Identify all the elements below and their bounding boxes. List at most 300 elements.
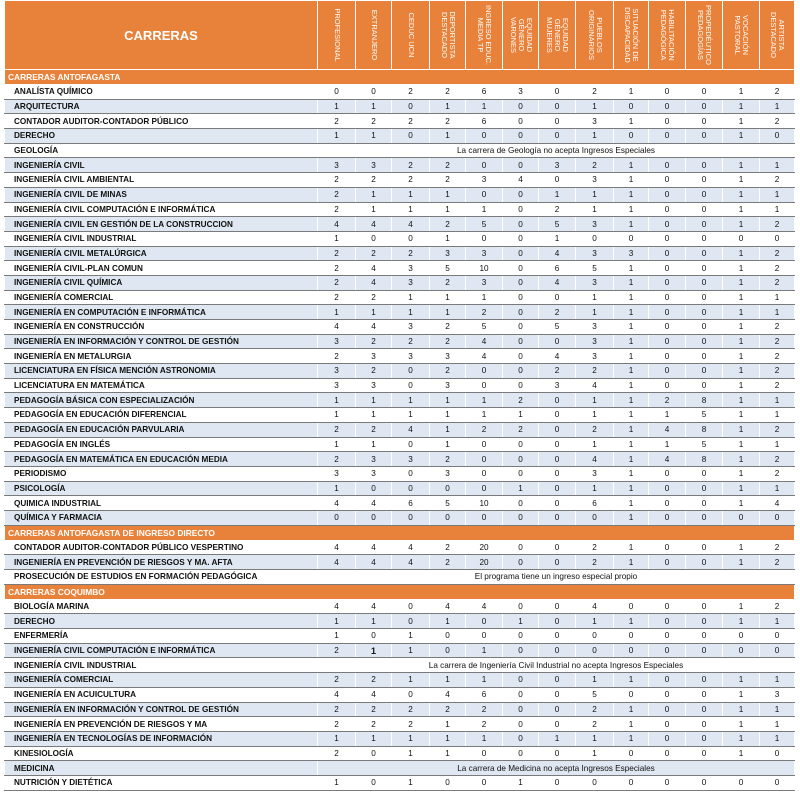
quota-cell: 2 — [503, 422, 539, 437]
quota-cell: 0 — [686, 378, 723, 393]
career-name-cell: INGENIERÍA CIVIL-PLAN COMUN — [5, 261, 318, 276]
quota-cell: 4 — [356, 555, 392, 570]
quota-cell: 0 — [430, 510, 466, 525]
quota-cell: 4 — [466, 334, 503, 349]
quota-cell: 0 — [503, 496, 539, 511]
quota-cell: 1 — [723, 334, 760, 349]
quota-cell: 1 — [430, 290, 466, 305]
quota-cell: 1 — [318, 629, 356, 644]
quota-cell: 1 — [723, 187, 760, 202]
quota-cell: 1 — [576, 305, 614, 320]
column-header-label: DEPORTISTA DESTACADO — [439, 11, 457, 59]
table-row — [5, 173, 795, 188]
table-row — [5, 614, 795, 629]
quota-cell: 0 — [649, 481, 686, 496]
quota-cell: 1 — [356, 408, 392, 423]
quota-cell: 2 — [356, 173, 392, 188]
quota-cell: 1 — [614, 437, 649, 452]
quota-cell: 0 — [614, 643, 649, 658]
career-name-cell: QUIMICA INDUSTRIAL — [5, 496, 318, 511]
quota-cell: 1 — [466, 202, 503, 217]
quota-cell: 0 — [392, 481, 430, 496]
table-row — [5, 761, 795, 776]
table-row — [5, 158, 795, 173]
column-header-label: HABILITACIÓN PEDAGÓGICA — [659, 9, 676, 61]
quota-cell: 0 — [649, 305, 686, 320]
quota-cell: 1 — [723, 217, 760, 232]
table-row — [5, 643, 795, 658]
quota-cell: 0 — [392, 466, 430, 481]
quota-cell: 0 — [649, 114, 686, 129]
quota-cell: 2 — [760, 320, 795, 335]
quota-cell: 2 — [466, 422, 503, 437]
column-header — [686, 1, 723, 70]
quota-cell: 1 — [576, 129, 614, 144]
quota-cell: 0 — [686, 510, 723, 525]
special-admission-table — [4, 0, 795, 791]
quota-cell: 0 — [686, 85, 723, 100]
quota-cell: 1 — [614, 158, 649, 173]
quota-cell: 1 — [614, 261, 649, 276]
quota-cell: 1 — [723, 349, 760, 364]
quota-cell: 2 — [318, 717, 356, 732]
quota-cell: 1 — [466, 643, 503, 658]
quota-cell: 1 — [430, 231, 466, 246]
table-row — [5, 85, 795, 100]
quota-cell: 0 — [649, 555, 686, 570]
quota-cell: 0 — [503, 687, 539, 702]
career-name-cell: INGENIERÍA EN PREVENCIÓN DE RIESGOS Y MA — [5, 717, 318, 732]
quota-cell: 2 — [318, 246, 356, 261]
quota-cell: 1 — [318, 775, 356, 790]
quota-cell: 0 — [649, 687, 686, 702]
quota-cell: 1 — [576, 731, 614, 746]
column-header-label: EQUIDAD GÉNERO MUJERES — [545, 17, 570, 53]
table-row — [5, 408, 795, 423]
quota-cell: 0 — [649, 643, 686, 658]
quota-cell: 0 — [686, 673, 723, 688]
quota-cell: 0 — [539, 437, 576, 452]
quota-cell: 2 — [392, 702, 430, 717]
quota-cell: 1 — [760, 158, 795, 173]
table-row — [5, 510, 795, 525]
quota-cell: 0 — [392, 99, 430, 114]
quota-cell: 2 — [760, 599, 795, 614]
quota-cell: 0 — [466, 378, 503, 393]
quota-cell: 0 — [466, 158, 503, 173]
quota-cell: 5 — [686, 408, 723, 423]
quota-cell: 4 — [392, 217, 430, 232]
quota-cell: 3 — [392, 452, 430, 467]
table-row — [5, 599, 795, 614]
quota-cell: 0 — [760, 231, 795, 246]
quota-cell: 3 — [318, 466, 356, 481]
career-name-cell: INGENIERÍA CIVIL METALÚRGICA — [5, 246, 318, 261]
quota-cell: 1 — [430, 731, 466, 746]
quota-cell: 6 — [576, 496, 614, 511]
quota-cell: 1 — [614, 275, 649, 290]
quota-cell: 1 — [576, 202, 614, 217]
career-name-cell: NUTRICIÓN Y DIETÉTICA — [5, 775, 318, 790]
quota-cell: 0 — [539, 555, 576, 570]
quota-cell: 0 — [686, 555, 723, 570]
quota-cell: 0 — [686, 187, 723, 202]
table-row — [5, 129, 795, 144]
quota-cell: 0 — [649, 731, 686, 746]
quota-cell: 0 — [466, 437, 503, 452]
quota-cell: 0 — [614, 231, 649, 246]
quota-cell: 2 — [430, 540, 466, 555]
quota-cell: 1 — [723, 466, 760, 481]
career-name-cell: INGENIERÍA CIVIL QUÍMICA — [5, 275, 318, 290]
quota-cell: 0 — [466, 629, 503, 644]
quota-cell: 1 — [466, 99, 503, 114]
quota-cell: 2 — [430, 114, 466, 129]
quota-cell: 0 — [723, 775, 760, 790]
quota-cell: 1 — [723, 246, 760, 261]
quota-cell: 0 — [760, 643, 795, 658]
quota-cell: 0 — [686, 114, 723, 129]
quota-cell: 1 — [723, 129, 760, 144]
quota-cell: 5 — [430, 496, 466, 511]
career-name-cell: INGENIERÍA CIVIL DE MINAS — [5, 187, 318, 202]
quota-cell: 4 — [318, 320, 356, 335]
quota-cell: 2 — [318, 702, 356, 717]
quota-cell: 0 — [649, 629, 686, 644]
quota-cell: 0 — [503, 629, 539, 644]
quota-cell: 0 — [649, 202, 686, 217]
quota-cell: 1 — [356, 187, 392, 202]
quota-cell: 1 — [392, 643, 430, 658]
quota-cell: 2 — [392, 158, 430, 173]
table-row — [5, 481, 795, 496]
note-cell: La carrera de Ingeniería Civil Industrial no acepta Ingresos Especiales — [318, 658, 795, 673]
quota-cell: 2 — [318, 422, 356, 437]
quota-cell: 0 — [503, 202, 539, 217]
quota-cell: 2 — [356, 290, 392, 305]
column-header-label: PROFESIONAL — [332, 8, 342, 62]
quota-cell: 1 — [392, 187, 430, 202]
quota-cell: 2 — [576, 717, 614, 732]
quota-cell: 0 — [614, 99, 649, 114]
quota-cell: 0 — [649, 466, 686, 481]
quota-cell: 0 — [686, 717, 723, 732]
quota-cell: 2 — [392, 246, 430, 261]
quota-cell: 1 — [614, 202, 649, 217]
quota-cell: 0 — [760, 746, 795, 761]
quota-cell: 1 — [723, 673, 760, 688]
quota-cell: 4 — [356, 275, 392, 290]
quota-cell: 0 — [649, 775, 686, 790]
quota-cell: 0 — [466, 510, 503, 525]
quota-cell: 0 — [686, 466, 723, 481]
quota-cell: 0 — [614, 629, 649, 644]
quota-cell: 0 — [503, 261, 539, 276]
note-cell: La carrera de Medicina no acepta Ingresos Especiales — [318, 761, 795, 776]
section-header-row — [5, 584, 795, 599]
quota-cell: 5 — [466, 217, 503, 232]
quota-cell: 1 — [576, 673, 614, 688]
quota-cell: 1 — [318, 129, 356, 144]
quota-cell: 0 — [723, 629, 760, 644]
quota-cell: 0 — [503, 717, 539, 732]
career-name-cell: GEOLOGÍA — [5, 143, 318, 158]
quota-cell: 0 — [539, 702, 576, 717]
quota-cell: 0 — [356, 231, 392, 246]
table-row — [5, 334, 795, 349]
quota-cell: 3 — [614, 246, 649, 261]
quota-cell: 3 — [356, 158, 392, 173]
quota-cell: 6 — [539, 261, 576, 276]
quota-cell: 1 — [576, 393, 614, 408]
quota-cell: 0 — [503, 334, 539, 349]
quota-cell: 0 — [503, 452, 539, 467]
quota-cell: 0 — [576, 629, 614, 644]
quota-cell: 2 — [576, 85, 614, 100]
quota-cell: 4 — [576, 452, 614, 467]
table-row — [5, 217, 795, 232]
quota-cell: 0 — [539, 775, 576, 790]
table-row — [5, 290, 795, 305]
quota-cell: 1 — [430, 673, 466, 688]
quota-cell: 1 — [539, 231, 576, 246]
quota-cell: 0 — [318, 510, 356, 525]
quota-cell: 0 — [576, 775, 614, 790]
quota-cell: 1 — [760, 202, 795, 217]
quota-cell: 0 — [686, 496, 723, 511]
quota-cell: 0 — [539, 129, 576, 144]
quota-cell: 2 — [430, 320, 466, 335]
quota-cell: 2 — [430, 555, 466, 570]
column-header — [649, 1, 686, 70]
quota-cell: 1 — [614, 673, 649, 688]
quota-cell: 0 — [539, 393, 576, 408]
quota-cell: 3 — [318, 334, 356, 349]
quota-cell: 5 — [576, 261, 614, 276]
quota-cell: 1 — [760, 614, 795, 629]
quota-cell: 1 — [466, 393, 503, 408]
quota-cell: 1 — [723, 290, 760, 305]
quota-cell: 0 — [503, 731, 539, 746]
quota-cell: 2 — [649, 393, 686, 408]
quota-cell: 0 — [614, 687, 649, 702]
table-row — [5, 746, 795, 761]
career-name-cell: ENFERMERÍA — [5, 629, 318, 644]
quota-cell: 1 — [614, 717, 649, 732]
quota-cell: 1 — [539, 187, 576, 202]
quota-cell: 1 — [614, 555, 649, 570]
quota-cell: 8 — [686, 422, 723, 437]
quota-cell: 3 — [356, 466, 392, 481]
quota-cell: 1 — [723, 173, 760, 188]
quota-cell: 0 — [539, 717, 576, 732]
table-row — [5, 320, 795, 335]
quota-cell: 4 — [392, 422, 430, 437]
quota-cell: 1 — [392, 629, 430, 644]
quota-cell: 5 — [430, 261, 466, 276]
career-name-cell: INGENIERÍA COMERCIAL — [5, 290, 318, 305]
career-name-cell: DERECHO — [5, 129, 318, 144]
column-header — [430, 1, 466, 70]
career-name-cell: INGENIERÍA EN CONSTRUCCIÓN — [5, 320, 318, 335]
column-header — [318, 1, 356, 70]
quota-cell: 1 — [723, 746, 760, 761]
quota-cell: 0 — [614, 746, 649, 761]
quota-cell: 1 — [576, 290, 614, 305]
table-header — [5, 1, 795, 70]
quota-cell: 0 — [686, 99, 723, 114]
quota-cell: 0 — [503, 320, 539, 335]
quota-cell: 4 — [430, 687, 466, 702]
quota-cell: 0 — [649, 187, 686, 202]
quota-cell: 4 — [318, 496, 356, 511]
career-name-cell: INGENIERÍA EN TECNOLOGÍAS DE INFORMACIÓN — [5, 731, 318, 746]
quota-cell: 0 — [686, 364, 723, 379]
career-name-cell: DERECHO — [5, 614, 318, 629]
quota-cell: 0 — [539, 496, 576, 511]
quota-cell: 1 — [430, 305, 466, 320]
quota-cell: 2 — [430, 275, 466, 290]
quota-cell: 0 — [649, 85, 686, 100]
quota-cell: 2 — [503, 393, 539, 408]
quota-cell: 2 — [318, 349, 356, 364]
quota-cell: 1 — [723, 320, 760, 335]
quota-cell: 0 — [686, 231, 723, 246]
quota-cell: 3 — [392, 320, 430, 335]
career-name-cell: QUÍMICA Y FARMACIA — [5, 510, 318, 525]
quota-cell: 0 — [539, 452, 576, 467]
quota-cell: 1 — [723, 481, 760, 496]
quota-cell: 2 — [760, 555, 795, 570]
table-row — [5, 466, 795, 481]
quota-cell: 0 — [392, 687, 430, 702]
table-row — [5, 231, 795, 246]
quota-cell: 0 — [649, 717, 686, 732]
quota-cell: 5 — [466, 320, 503, 335]
quota-cell: 1 — [614, 364, 649, 379]
quota-cell: 0 — [356, 746, 392, 761]
quota-cell: 1 — [392, 305, 430, 320]
quota-cell: 0 — [466, 775, 503, 790]
quota-cell: 4 — [356, 687, 392, 702]
quota-cell: 0 — [723, 643, 760, 658]
quota-cell: 2 — [760, 349, 795, 364]
quota-cell: 0 — [539, 173, 576, 188]
quota-cell: 10 — [466, 496, 503, 511]
quota-cell: 1 — [430, 437, 466, 452]
quota-cell: 1 — [392, 202, 430, 217]
quota-cell: 0 — [649, 173, 686, 188]
quota-cell: 0 — [576, 643, 614, 658]
quota-cell: 0 — [576, 231, 614, 246]
career-name-cell: PEDAGOGÍA EN INGLÉS — [5, 437, 318, 452]
note-cell: La carrera de Geología no acepta Ingresos Especiales — [318, 143, 795, 158]
quota-cell: 8 — [686, 452, 723, 467]
career-name-cell: INGENIERÍA CIVIL INDUSTRIAL — [5, 658, 318, 673]
column-header-label: PROPEDÉUTICO PEDAGOGÍAS — [696, 4, 713, 65]
quota-cell: 2 — [576, 422, 614, 437]
career-name-cell: PERIODISMO — [5, 466, 318, 481]
quota-cell: 1 — [723, 437, 760, 452]
quota-cell: 1 — [430, 202, 466, 217]
quota-cell: 0 — [466, 481, 503, 496]
quota-cell: 0 — [392, 129, 430, 144]
quota-cell: 0 — [503, 187, 539, 202]
quota-cell: 2 — [466, 702, 503, 717]
quota-cell: 1 — [723, 717, 760, 732]
quota-cell: 4 — [356, 320, 392, 335]
quota-cell: 0 — [503, 364, 539, 379]
quota-cell: 3 — [466, 246, 503, 261]
quota-cell: 2 — [318, 114, 356, 129]
quota-cell: 1 — [318, 481, 356, 496]
career-column-header: CARRERAS — [5, 1, 318, 70]
quota-cell: 0 — [686, 334, 723, 349]
quota-cell: 0 — [686, 614, 723, 629]
quota-cell: 0 — [614, 599, 649, 614]
quota-cell: 2 — [466, 717, 503, 732]
quota-cell: 1 — [614, 408, 649, 423]
quota-cell: 1 — [723, 687, 760, 702]
quota-cell: 0 — [466, 129, 503, 144]
quota-cell: 4 — [576, 599, 614, 614]
quota-cell: 1 — [503, 408, 539, 423]
quota-cell: 1 — [356, 614, 392, 629]
quota-cell: 0 — [503, 437, 539, 452]
quota-cell: 1 — [392, 290, 430, 305]
quota-cell: 1 — [614, 187, 649, 202]
quota-cell: 2 — [392, 114, 430, 129]
quota-cell: 0 — [539, 422, 576, 437]
column-header-label: VOCACIÓN PASTORAL — [733, 14, 750, 55]
quota-cell: 3 — [356, 378, 392, 393]
table-body — [5, 70, 795, 791]
quota-cell: 3 — [760, 687, 795, 702]
table-row — [5, 658, 795, 673]
quota-cell: 4 — [466, 349, 503, 364]
quota-cell: 0 — [503, 599, 539, 614]
table-row — [5, 496, 795, 511]
quota-cell: 1 — [760, 408, 795, 423]
quota-cell: 0 — [649, 275, 686, 290]
quota-cell: 1 — [723, 614, 760, 629]
quota-cell: 0 — [503, 746, 539, 761]
quota-cell: 2 — [392, 334, 430, 349]
quota-cell: 1 — [466, 731, 503, 746]
quota-cell: 1 — [614, 422, 649, 437]
career-name-cell: LICENCIATURA EN MATEMÁTICA — [5, 378, 318, 393]
quota-cell: 2 — [356, 364, 392, 379]
quota-cell: 0 — [649, 217, 686, 232]
quota-cell: 0 — [539, 614, 576, 629]
quota-cell: 5 — [539, 217, 576, 232]
quota-cell: 1 — [356, 437, 392, 452]
quota-cell: 4 — [392, 555, 430, 570]
quota-cell: 2 — [576, 540, 614, 555]
quota-cell: 1 — [466, 673, 503, 688]
quota-cell: 0 — [649, 334, 686, 349]
quota-cell: 0 — [686, 305, 723, 320]
quota-cell: 0 — [539, 290, 576, 305]
quota-cell: 0 — [503, 246, 539, 261]
quota-cell: 2 — [760, 540, 795, 555]
quota-cell: 3 — [576, 466, 614, 481]
quota-cell: 1 — [723, 305, 760, 320]
section-header-row — [5, 70, 795, 85]
quota-cell: 3 — [539, 378, 576, 393]
quota-cell: 1 — [614, 452, 649, 467]
quota-cell: 1 — [356, 731, 392, 746]
